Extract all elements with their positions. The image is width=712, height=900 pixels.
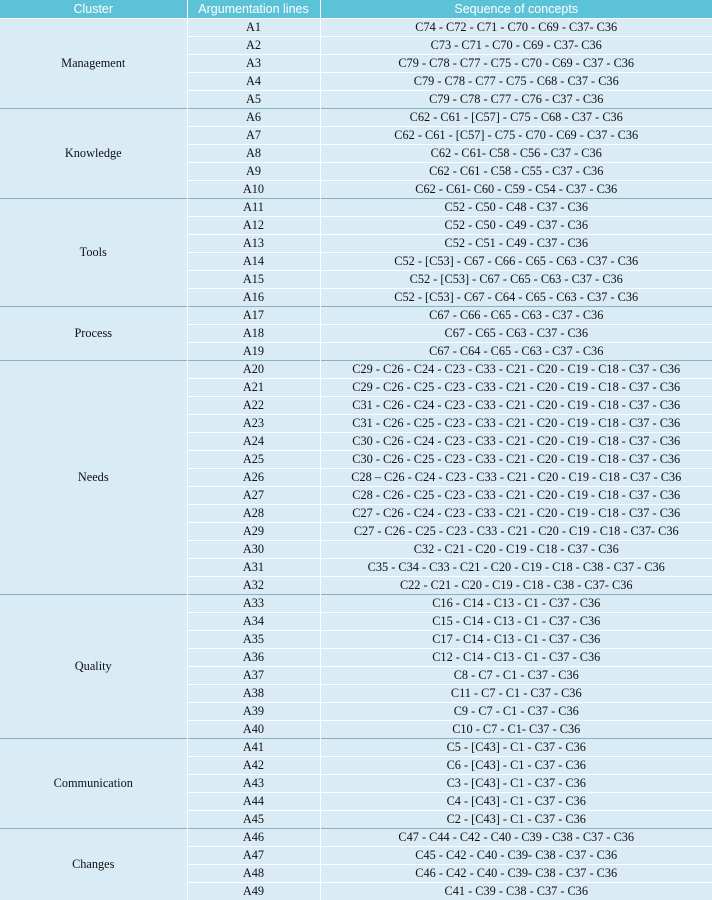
sequence-cell: C29 - C26 - C24 - C23 - C33 - C21 - C20 - C19 - C18 - C37 - C36 <box>320 361 712 379</box>
header-row <box>0 0 712 19</box>
argumentation-line-cell: A34 <box>187 613 320 631</box>
argumentation-line-cell: A25 <box>187 451 320 469</box>
header-argumentation-lines: Argumentation lines <box>187 0 320 19</box>
argumentation-line-cell: A31 <box>187 559 320 577</box>
sequence-cell: C10 - C7 - C1- C37 - C36 <box>320 721 712 739</box>
sequence-cell: C73 - C71 - C70 - C69 - C37- C36 <box>320 37 712 55</box>
argumentation-line-cell: A5 <box>187 91 320 109</box>
sequence-cell: C52 - C50 - C48 - C37 - C36 <box>320 199 712 217</box>
argumentation-line-cell: A41 <box>187 739 320 757</box>
argumentation-line-cell: A45 <box>187 811 320 829</box>
argumentation-line-cell: A28 <box>187 505 320 523</box>
sequence-cell: C45 - C42 - C40 - C39- C38 - C37 - C36 <box>320 847 712 865</box>
argumentation-line-cell: A29 <box>187 523 320 541</box>
sequence-cell: C30 - C26 - C24 - C23 - C33 - C21 - C20 - C19 - C18 - C37 - C36 <box>320 433 712 451</box>
argumentation-line-cell: A24 <box>187 433 320 451</box>
argumentation-line-cell: A26 <box>187 469 320 487</box>
sequence-cell: C29 - C26 - C25 - C23 - C33 - C21 - C20 - C19 - C18 - C37 - C36 <box>320 379 712 397</box>
sequence-cell: C32 - C21 - C20 - C19 - C18 - C37 - C36 <box>320 541 712 559</box>
table-header <box>0 0 712 19</box>
argumentation-line-cell: A33 <box>187 595 320 613</box>
sequence-cell: C31 - C26 - C24 - C23 - C33 - C21 - C20 - C19 - C18 - C37 - C36 <box>320 397 712 415</box>
sequence-cell: C5 - [C43] - C1 - C37 - C36 <box>320 739 712 757</box>
sequence-cell: C11 - C7 - C1 - C37 - C36 <box>320 685 712 703</box>
sequence-cell: C47 - C44 - C42 - C40 - C39 - C38 - C37 - C36 <box>320 829 712 847</box>
sequence-cell: C3 - [C43] - C1 - C37 - C36 <box>320 775 712 793</box>
sequence-cell: C62 - C61 - [C57] - C75 - C68 - C37 - C36 <box>320 109 712 127</box>
cluster-cell: Knowledge <box>0 109 187 199</box>
argumentation-line-cell: A4 <box>187 73 320 91</box>
sequence-cell: C67 - C65 - C63 - C37 - C36 <box>320 325 712 343</box>
argumentation-line-cell: A6 <box>187 109 320 127</box>
argumentation-line-cell: A35 <box>187 631 320 649</box>
sequence-cell: C41 - C39 - C38 - C37 - C36 <box>320 883 712 900</box>
sequence-cell: C15 - C14 - C13 - C1 - C37 - C36 <box>320 613 712 631</box>
argumentation-line-cell: A39 <box>187 703 320 721</box>
sequence-cell: C67 - C66 - C65 - C63 - C37 - C36 <box>320 307 712 325</box>
sequence-cell: C74 - C72 - C71 - C70 - C69 - C37- C36 <box>320 19 712 37</box>
table-row <box>0 199 712 217</box>
table-body <box>0 19 712 900</box>
argumentation-line-cell: A32 <box>187 577 320 595</box>
argumentation-line-cell: A3 <box>187 55 320 73</box>
argumentation-line-cell: A8 <box>187 145 320 163</box>
argumentation-line-cell: A42 <box>187 757 320 775</box>
sequence-cell: C17 - C14 - C13 - C1 - C37 - C36 <box>320 631 712 649</box>
argumentation-line-cell: A49 <box>187 883 320 900</box>
argumentation-line-cell: A37 <box>187 667 320 685</box>
table-row <box>0 361 712 379</box>
argumentation-line-cell: A48 <box>187 865 320 883</box>
sequence-cell: C46 - C42 - C40 - C39- C38 - C37 - C36 <box>320 865 712 883</box>
sequence-cell: C8 - C7 - C1 - C37 - C36 <box>320 667 712 685</box>
sequence-cell: C52 - C51 - C49 - C37 - C36 <box>320 235 712 253</box>
cluster-cell: Needs <box>0 361 187 595</box>
cluster-cell: Quality <box>0 595 187 739</box>
header-sequence-of-concepts: Sequence of concepts <box>320 0 712 19</box>
table-row <box>0 19 712 37</box>
argumentation-line-cell: A17 <box>187 307 320 325</box>
sequence-cell: C79 - C78 - C77 - C75 - C68 - C37 - C36 <box>320 73 712 91</box>
argumentation-line-cell: A19 <box>187 343 320 361</box>
sequence-cell: C27 - C26 - C24 - C23 - C33 - C21 - C20 - C19 - C18 - C37 - C36 <box>320 505 712 523</box>
table-row <box>0 307 712 325</box>
sequence-cell: C62 - C61 - [C57] - C75 - C70 - C69 - C37 - C36 <box>320 127 712 145</box>
sequence-cell: C28 - C26 - C25 - C23 - C33 - C21 - C20 - C19 - C18 - C37 - C36 <box>320 487 712 505</box>
table-row <box>0 829 712 847</box>
sequence-cell: C52 - [C53] - C67 - C66 - C65 - C63 - C37 - C36 <box>320 253 712 271</box>
argumentation-line-cell: A12 <box>187 217 320 235</box>
argumentation-line-cell: A43 <box>187 775 320 793</box>
argumentation-line-cell: A18 <box>187 325 320 343</box>
header-cluster: Cluster <box>0 0 187 19</box>
argumentation-line-cell: A7 <box>187 127 320 145</box>
sequence-cell: C79 - C78 - C77 - C75 - C70 - C69 - C37 - C36 <box>320 55 712 73</box>
sequence-cell: C67 - C64 - C65 - C63 - C37 - C36 <box>320 343 712 361</box>
argumentation-line-cell: A21 <box>187 379 320 397</box>
sequence-cell: C31 - C26 - C25 - C23 - C33 - C21 - C20 - C19 - C18 - C37 - C36 <box>320 415 712 433</box>
cluster-cell: Communication <box>0 739 187 829</box>
sequence-cell: C9 - C7 - C1 - C37 - C36 <box>320 703 712 721</box>
sequence-cell: C4 - [C43] - C1 - C37 - C36 <box>320 793 712 811</box>
table-row <box>0 739 712 757</box>
cluster-cell: Changes <box>0 829 187 900</box>
argumentation-line-cell: A27 <box>187 487 320 505</box>
argumentation-line-cell: A44 <box>187 793 320 811</box>
argumentation-line-cell: A20 <box>187 361 320 379</box>
sequence-cell: C52 - [C53] - C67 - C65 - C63 - C37 - C36 <box>320 271 712 289</box>
argumentation-line-cell: A46 <box>187 829 320 847</box>
sequence-cell: C79 - C78 - C77 - C76 - C37 - C36 <box>320 91 712 109</box>
cluster-cell: Management <box>0 19 187 109</box>
argumentation-line-cell: A47 <box>187 847 320 865</box>
argumentation-line-cell: A14 <box>187 253 320 271</box>
sequence-cell: C22 - C21 - C20 - C19 - C18 - C38 - C37- C36 <box>320 577 712 595</box>
table-row <box>0 595 712 613</box>
cluster-cell: Process <box>0 307 187 361</box>
sequence-cell: C12 - C14 - C13 - C1 - C37 - C36 <box>320 649 712 667</box>
sequence-cell: C6 - [C43] - C1 - C37 - C36 <box>320 757 712 775</box>
cluster-cell: Tools <box>0 199 187 307</box>
argumentation-line-cell: A11 <box>187 199 320 217</box>
argumentation-line-cell: A23 <box>187 415 320 433</box>
sequence-cell: C16 - C14 - C13 - C1 - C37 - C36 <box>320 595 712 613</box>
sequence-cell: C62 - C61 - C58 - C55 - C37 - C36 <box>320 163 712 181</box>
argumentation-line-cell: A30 <box>187 541 320 559</box>
table-row <box>0 109 712 127</box>
argumentation-line-cell: A2 <box>187 37 320 55</box>
sequence-cell: C62 - C61- C60 - C59 - C54 - C37 - C36 <box>320 181 712 199</box>
argumentation-line-cell: A36 <box>187 649 320 667</box>
argumentation-line-cell: A15 <box>187 271 320 289</box>
argumentation-line-cell: A40 <box>187 721 320 739</box>
argumentation-line-cell: A9 <box>187 163 320 181</box>
argumentation-line-cell: A38 <box>187 685 320 703</box>
sequence-cell: C52 - C50 - C49 - C37 - C36 <box>320 217 712 235</box>
sequence-cell: C62 - C61- C58 - C56 - C37 - C36 <box>320 145 712 163</box>
sequence-cell: C35 - C34 - C33 - C21 - C20 - C19 - C18 - C38 - C37 - C36 <box>320 559 712 577</box>
sequence-cell: C28 – C26 - C24 - C23 - C33 - C21 - C20 - C19 - C18 - C37 - C36 <box>320 469 712 487</box>
sequence-cell: C27 - C26 - C25 - C23 - C33 - C21 - C20 - C19 - C18 - C37- C36 <box>320 523 712 541</box>
argumentation-line-cell: A13 <box>187 235 320 253</box>
sequence-cell: C52 - [C53] - C67 - C64 - C65 - C63 - C37 - C36 <box>320 289 712 307</box>
argumentation-line-cell: A10 <box>187 181 320 199</box>
sequence-cell: C2 - [C43] - C1 - C37 - C36 <box>320 811 712 829</box>
argumentation-line-cell: A1 <box>187 19 320 37</box>
sequence-cell: C30 - C26 - C25 - C23 - C33 - C21 - C20 - C19 - C18 - C37 - C36 <box>320 451 712 469</box>
argumentation-line-cell: A22 <box>187 397 320 415</box>
argumentation-line-cell: A16 <box>187 289 320 307</box>
